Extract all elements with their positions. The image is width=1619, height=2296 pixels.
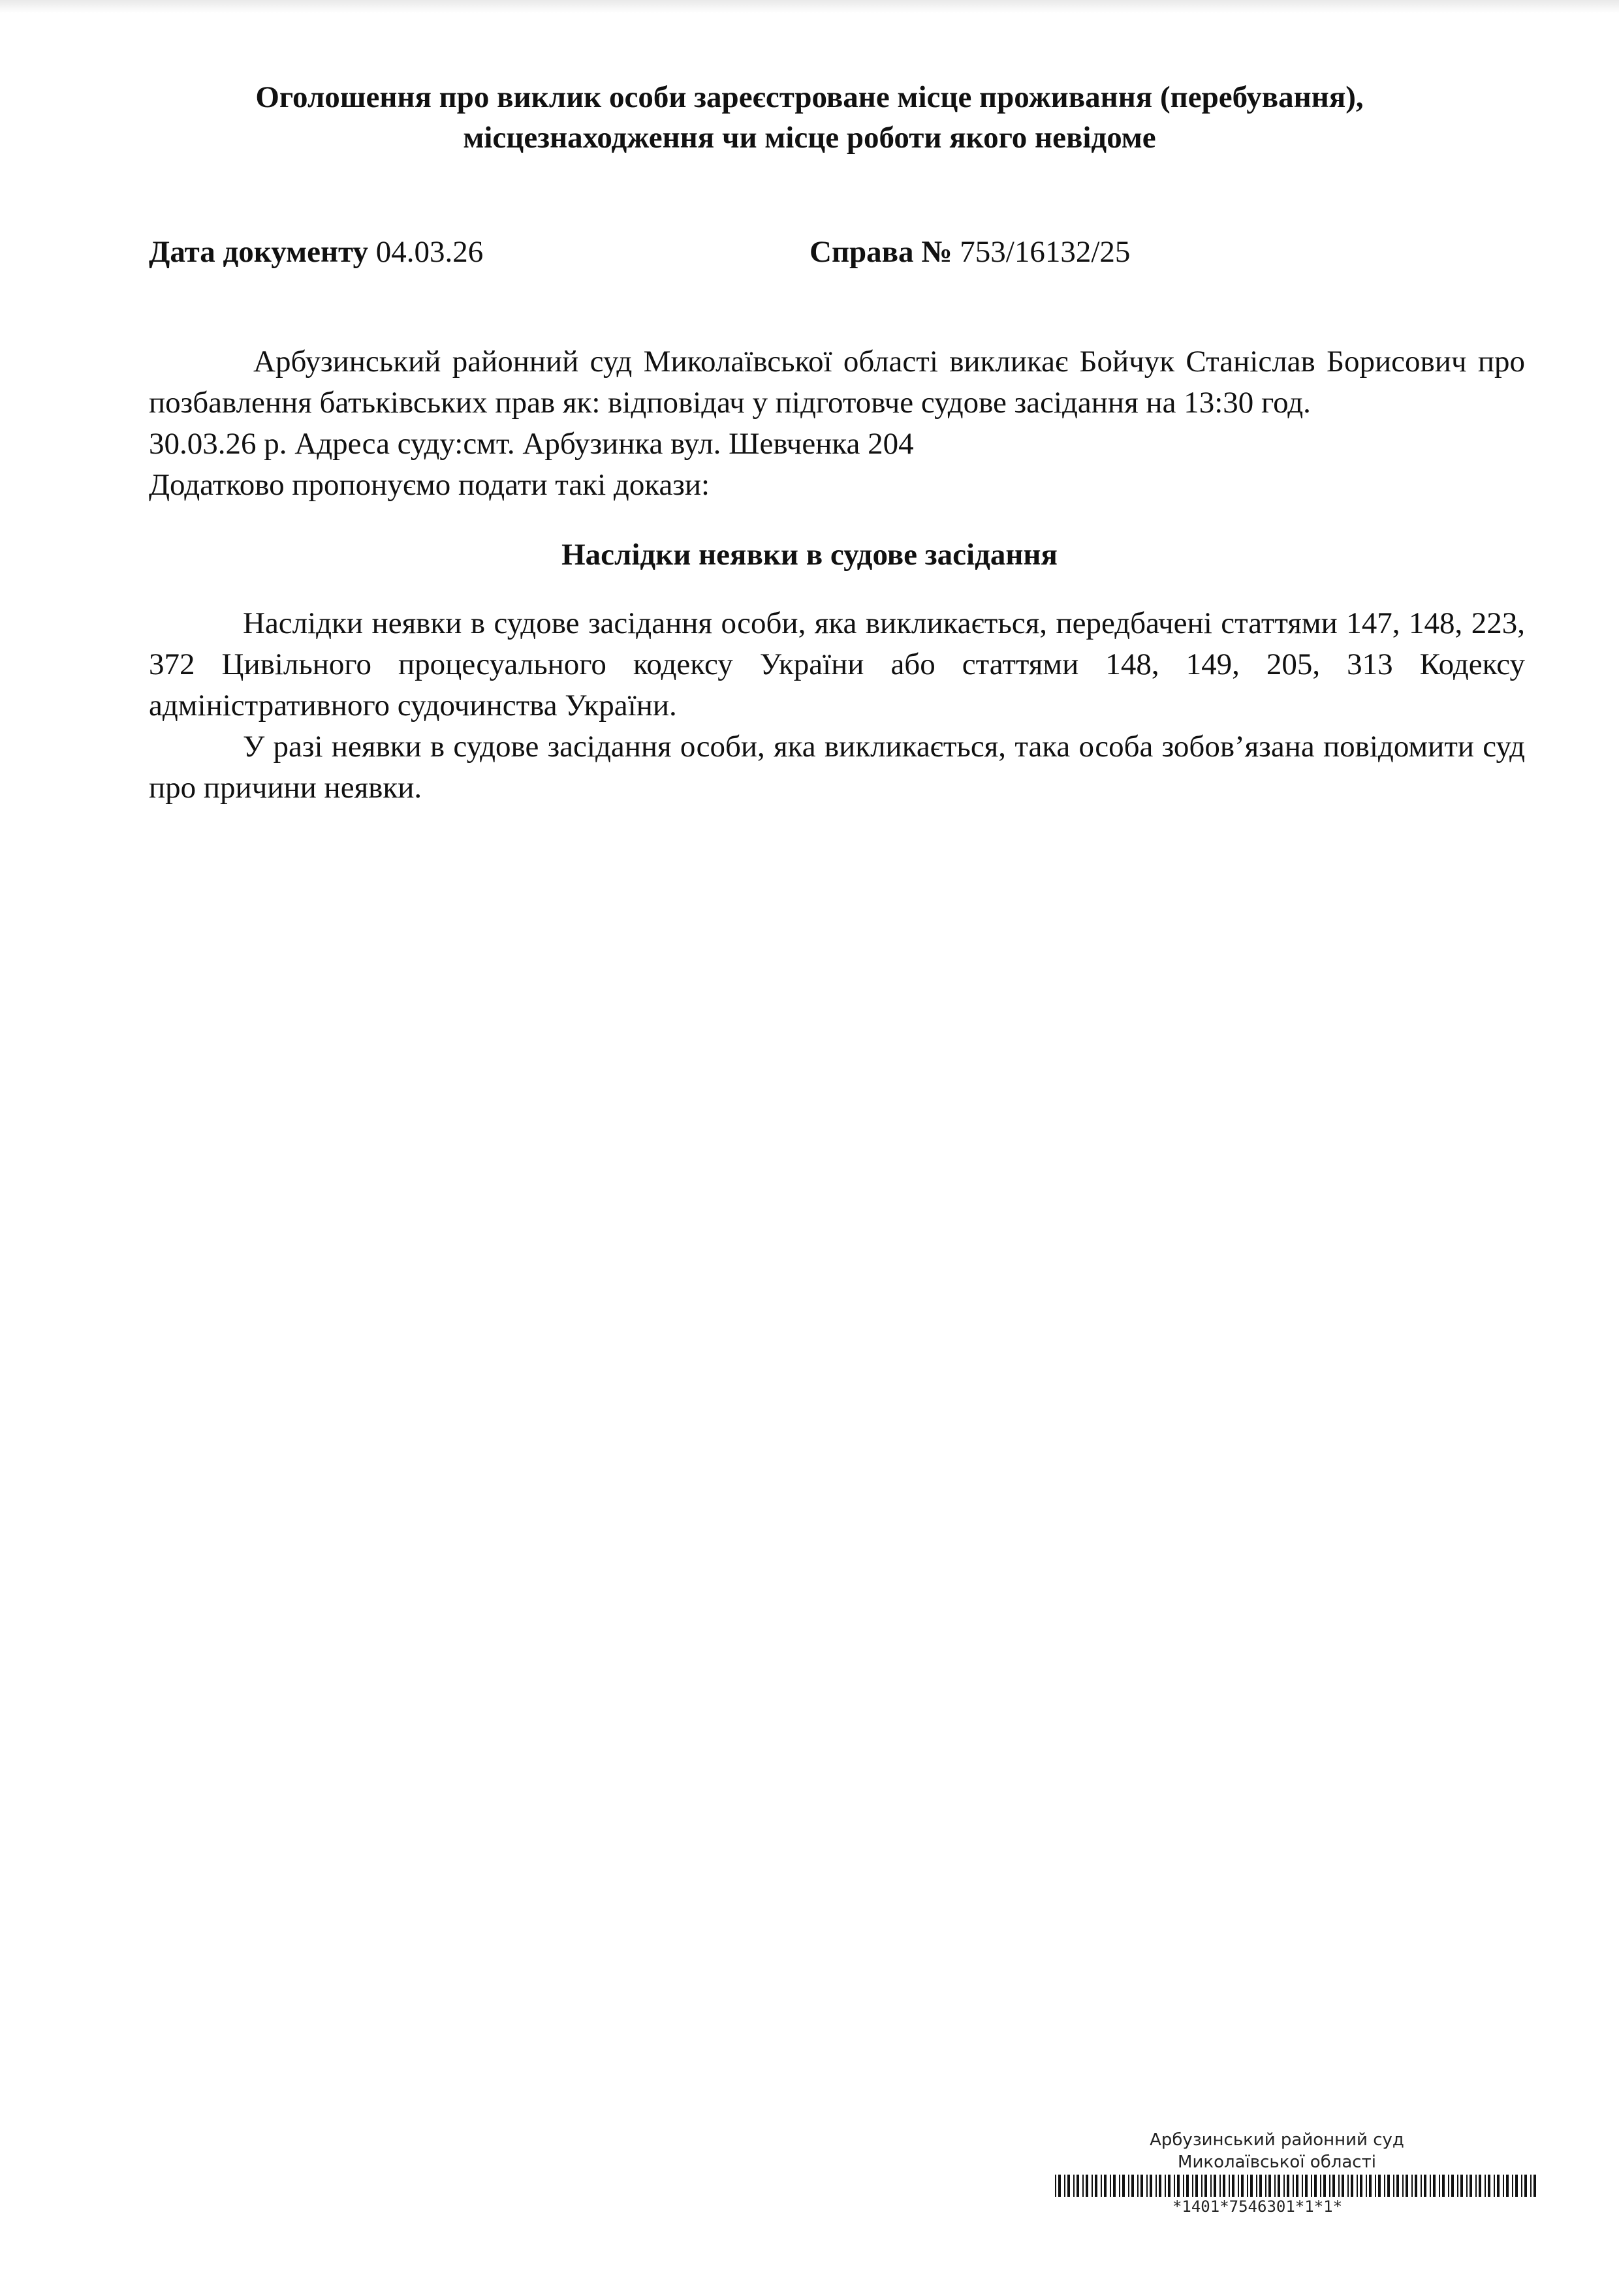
barcode-bar	[1146, 2175, 1148, 2197]
barcode-bar	[1415, 2175, 1417, 2197]
barcode-bar	[1378, 2175, 1381, 2197]
barcode-bar	[1210, 2175, 1212, 2197]
evidence-request: Додатково пропонуємо подати такі докази:	[149, 468, 710, 502]
barcode-bar	[1366, 2175, 1367, 2197]
barcode-number: *1401*7546301*1*1*	[1172, 2197, 1343, 2216]
barcode-bar	[1430, 2175, 1431, 2197]
barcode-bar	[1402, 2175, 1404, 2197]
consequences-heading: Наслідки неявки в судове засідання	[561, 538, 1058, 572]
barcode-bar	[1311, 2175, 1312, 2197]
barcode-bar	[1424, 2175, 1426, 2197]
barcode-bar	[1186, 2175, 1189, 2197]
barcode-bar	[1323, 2175, 1326, 2197]
barcode-bar	[1067, 2175, 1070, 2197]
barcode-bar	[1530, 2175, 1532, 2197]
barcode-bar	[1347, 2175, 1349, 2197]
barcode-bar	[1122, 2175, 1125, 2197]
barcode-bar	[1150, 2175, 1152, 2197]
barcode-bar	[1232, 2175, 1234, 2197]
barcode-bar	[1296, 2175, 1298, 2197]
barcode-bar	[1470, 2175, 1472, 2197]
barcode-bar	[1192, 2175, 1193, 2197]
barcode-bar	[1369, 2175, 1372, 2197]
document-date	[149, 232, 483, 271]
barcode-bar	[1521, 2175, 1522, 2197]
barcode-bar	[1101, 2175, 1102, 2197]
barcode-bar	[1250, 2175, 1253, 2197]
barcode-bar	[1256, 2175, 1257, 2197]
barcode-bar	[1110, 2175, 1111, 2197]
barcode-bar	[1168, 2175, 1171, 2197]
barcode-bar	[1512, 2175, 1513, 2197]
barcode-bar	[1214, 2175, 1216, 2197]
barcode-bar	[1092, 2175, 1093, 2197]
barcode-bar	[1524, 2175, 1527, 2197]
barcode-bar	[1393, 2175, 1394, 2197]
barcode-bar	[1082, 2175, 1084, 2197]
barcode-bar	[1494, 2175, 1495, 2197]
title-line-2: місцезнаходження чи місце роботи якого невідоме	[463, 121, 1156, 155]
barcode-bar	[1332, 2175, 1335, 2197]
barcode-bar	[1485, 2175, 1486, 2197]
barcode-bar	[1433, 2175, 1436, 2197]
barcode-bar	[1387, 2175, 1390, 2197]
barcode-bar	[1338, 2175, 1340, 2197]
barcode-bar	[1183, 2175, 1184, 2197]
barcode-bar	[1515, 2175, 1518, 2197]
barcode-bar	[1466, 2175, 1468, 2197]
barcode-bar	[1177, 2175, 1180, 2197]
date-label: Дата документу	[149, 235, 369, 269]
obligation-text: У разі неявки в судове засідання особи, яка викликається, така особа зобов’язана повідомити суд про причини неявки.	[149, 730, 1525, 805]
date-value: 04.03.26	[375, 235, 484, 269]
barcode-bar	[1064, 2175, 1065, 2197]
court-address: 30.03.26 р. Адреса суду:смт. Арбузинка вул. Шевченка 204	[149, 427, 914, 461]
barcode-bar	[1278, 2175, 1280, 2197]
barcode-bar	[1128, 2175, 1129, 2197]
barcode-bar	[1293, 2175, 1294, 2197]
summons-line-1: Арбузинський районний суд Миколаївської області викликає Бойчук Станіслав Борисович	[253, 345, 1467, 379]
barcode-bar	[1329, 2175, 1330, 2197]
consequences-text: Наслідки неявки в судове засідання особи, яка викликається, передбачені статтями 147, 148, 223, 372 Цивільного процесуального кодексу України або статтями 148, 149, 205, 313 Кодексу адміністративного судочинства України.	[149, 606, 1525, 722]
barcode-bar	[1155, 2175, 1157, 2197]
barcode-bar	[1351, 2175, 1353, 2197]
case-value: 753/16132/25	[960, 235, 1131, 269]
summons-text	[149, 341, 1525, 424]
barcode-bar	[1058, 2175, 1061, 2197]
barcode-bar	[1411, 2175, 1413, 2197]
barcode-bar	[1104, 2175, 1107, 2197]
barcode-bar	[1357, 2175, 1358, 2197]
stamp-court-name: Арбузинський районний суд	[1150, 2130, 1404, 2150]
barcode-bar	[1479, 2175, 1481, 2197]
barcode-bar	[1497, 2175, 1500, 2197]
scan-shadow	[0, 0, 1619, 13]
barcode-bar	[1219, 2175, 1221, 2197]
barcode-bar	[1165, 2175, 1166, 2197]
barcode-bar	[1506, 2175, 1509, 2197]
barcode-bar	[1503, 2175, 1504, 2197]
barcode-bar	[1174, 2175, 1175, 2197]
stamp-court-region: Миколаївської області	[1178, 2152, 1376, 2172]
barcode-bar	[1457, 2175, 1458, 2197]
barcode-bar	[1439, 2175, 1440, 2197]
summons-line-2: про позбавлення батьківських прав як: відповідач у підготовче судове засідання на 13:30 год.	[149, 345, 1525, 420]
case-label: Справа №	[810, 235, 952, 269]
barcode-bar	[1488, 2175, 1490, 2197]
barcode-bar	[1131, 2175, 1134, 2197]
barcode-bar	[1137, 2175, 1139, 2197]
barcode-bar	[1268, 2175, 1271, 2197]
barcode-bar	[1077, 2175, 1079, 2197]
barcode-bar	[1073, 2175, 1075, 2197]
barcode-bar	[1283, 2175, 1285, 2197]
barcode-bar	[1314, 2175, 1317, 2197]
barcode-bar	[1305, 2175, 1308, 2197]
barcode-bar	[1460, 2175, 1463, 2197]
barcode-bar	[1406, 2175, 1408, 2197]
barcode-bar	[1274, 2175, 1276, 2197]
barcode-bar	[1442, 2175, 1445, 2197]
barcode-bar	[1287, 2175, 1289, 2197]
barcode-bar	[1259, 2175, 1262, 2197]
case-number	[810, 232, 1130, 271]
barcode-bar	[1241, 2175, 1244, 2197]
barcode-bar	[1384, 2175, 1385, 2197]
barcode-bar	[1140, 2175, 1143, 2197]
barcode-bar	[1159, 2175, 1161, 2197]
barcode-bar	[1421, 2175, 1422, 2197]
title-line-1: Оголошення про виклик особи зареєстроване місце проживання (перебування),	[255, 80, 1364, 114]
barcode-bar	[1265, 2175, 1266, 2197]
document-title	[150, 77, 1469, 158]
barcode-bar	[1229, 2175, 1230, 2197]
barcode-bar	[1342, 2175, 1344, 2197]
barcode-bar	[1204, 2175, 1207, 2197]
barcode-bar	[1448, 2175, 1449, 2197]
barcode-bar	[1086, 2175, 1088, 2197]
barcode-bar	[1360, 2175, 1362, 2197]
barcode-bar	[1238, 2175, 1239, 2197]
barcode-bar	[1451, 2175, 1454, 2197]
barcode-bar	[1375, 2175, 1376, 2197]
barcode-bar	[1195, 2175, 1198, 2197]
barcode-bar	[1320, 2175, 1321, 2197]
barcode-bar	[1055, 2175, 1056, 2197]
barcode-bar	[1247, 2175, 1248, 2197]
barcode-bar	[1095, 2175, 1097, 2197]
barcode-bar	[1119, 2175, 1120, 2197]
barcode-bar	[1223, 2175, 1225, 2197]
barcode-bar	[1533, 2175, 1536, 2197]
barcode-bar	[1113, 2175, 1116, 2197]
barcode-bar	[1475, 2175, 1477, 2197]
court-stamp	[1055, 2129, 1538, 2216]
barcode-bar	[1201, 2175, 1202, 2197]
barcode	[1055, 2175, 1538, 2197]
barcode-bar	[1396, 2175, 1399, 2197]
barcode-bar	[1302, 2175, 1303, 2197]
